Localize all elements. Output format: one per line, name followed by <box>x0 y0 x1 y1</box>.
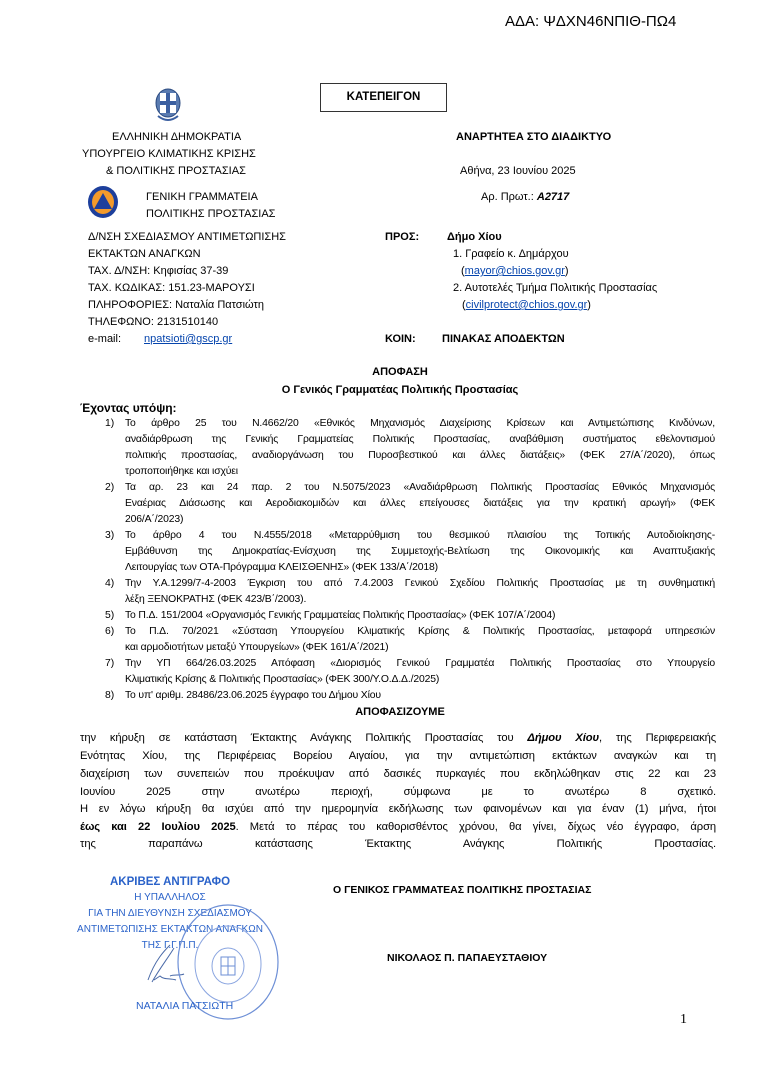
list-item-line: πολιτικής προστασίας, αναδιοργάνωση του Πυροσβεστικού και άλλες διατάξεις» (ΦΕΚ 27/Α΄/2020), όπως <box>125 450 715 461</box>
sender-line: Δ/ΝΣΗ ΣΧΕΔΙΑΣΜΟΥ ΑΝΤΙΜΕΤΩΠΙΣΗΣ <box>88 231 286 243</box>
sender-line: ΠΛΗΡΟΦΟΡΙΕΣ: Ναταλία Πατσιώτη <box>88 299 264 311</box>
signer-title: Ο ΓΕΝΙΚΟΣ ΓΡΑΜΜΑΤΕΑΣ ΠΟΛΙΤΙΚΗΣ ΠΡΟΣΤΑΣΙΑΣ <box>333 884 592 896</box>
list-item-number: 3) <box>105 530 115 541</box>
copy-signer-name: ΝΑΤΑΛΙΑ ΠΑΤΣΙΩΤΗ <box>136 1000 234 1012</box>
copy-line: ΑΝΤΙΜΕΤΩΠΙΣΗΣ ΕΚΤΑΚΤΩΝ ΑΝΑΓΚΩΝ <box>77 924 263 935</box>
list-item-number: 1) <box>105 418 115 429</box>
body-line: την κήρυξη σε κατάσταση Έκτακτης Ανάγκης Πολιτικής Προστασίας του Δήμου Χίου, της Περιφερειακής <box>80 732 716 744</box>
list-item-line: Τα αρ. 23 και 24 παρ. 2 του Ν.5075/2023 «Αναδιάρθρωση Πολιτικής Προστασίας Εθνικός Μηχανισμός <box>125 482 715 493</box>
sender-line: ΤΑΧ. ΚΩΔΙΚΑΣ: 151.23-ΜΑΡΟΥΣΙ <box>88 282 255 294</box>
copy-line: ΤΗΣ Γ.Γ.Π.Π. <box>141 940 199 951</box>
list-item-number: 8) <box>105 690 115 701</box>
decision-subtitle: Ο Γενικός Γραμματέας Πολιτικής Προστασίας <box>281 384 519 396</box>
body-line: Ενότητας Χίου, της Περιφέρειας Βορείου Αιγαίου, για την αντιμετώπιση εκτάκτων αναγκών και τη <box>80 750 716 762</box>
list-item-line: λέξη ΞΕΝΟΚΡΑΤΗΣ (ΦΕΚ 423/Β΄/2003). <box>125 594 307 605</box>
header-line: ΕΛΛΗΝΙΚΗ ΔΗΜΟΚΡΑΤΙΑ <box>112 131 242 143</box>
body-line: έως και 22 Ιουλίου 2025. Μετά το πέρας του καθορισθέντος χρόνου, θα γίνει, δίχως νέο έγγραφο, άρση <box>80 821 716 833</box>
considering-heading: Έχοντας υπόψη: <box>80 401 177 415</box>
secretariat-line: ΠΟΛΙΤΙΚΗΣ ΠΡΟΣΤΑΣΙΑΣ <box>146 208 276 220</box>
publish-notice: ΑΝΑΡΤΗΤΕΑ ΣΤΟ ΔΙΑΔΙΚΤΥΟ <box>456 131 612 143</box>
to-recipient: Δήμο Χίου <box>447 231 502 243</box>
cc-label: ΚΟΙΝ: <box>385 333 416 345</box>
list-item-line: αναδιάρθρωση της Γενικής Γραμματείας Πολιτικής Προστασίας, αναβάθμιση συστήματος εθελοντισμού <box>125 434 715 445</box>
document-date: Αθήνα, 23 Ιουνίου 2025 <box>460 165 576 177</box>
greek-emblem-icon <box>153 86 183 126</box>
list-item-number: 6) <box>105 626 115 637</box>
recipient-email: (mayor@chios.gov.gr) <box>461 265 569 277</box>
signer-name: ΝΙΚΟΛΑΟΣ Π. ΠΑΠΑΕΥΣΤΑΘΙΟΥ <box>387 952 548 964</box>
protocol-number <box>481 190 569 204</box>
ada-code: ΑΔΑ: ΨΔΧΝ46ΝΠΙΘ-ΠΩ4 <box>505 13 677 30</box>
list-item-line: 206/Α΄/2023) <box>125 514 184 525</box>
decide-heading: ΑΠΟΦΑΣΙΖΟΥΜΕ <box>355 706 445 718</box>
sender-line: ΕΚΤΑΚΤΩΝ ΑΝΑΓΚΩΝ <box>88 248 201 260</box>
list-item-number: 4) <box>105 578 115 589</box>
list-item-line: Κλιματικής Κρίσης & Πολιτικής Προστασίας» (ΦΕΚ 300/Υ.Ο.Δ.Δ./2025) <box>125 674 440 685</box>
urgent-label: ΚΑΤΕΠΕΙΓΟΝ <box>320 83 447 112</box>
header-line: & ΠΟΛΙΤΙΚΗΣ ΠΡΟΣΤΑΣΙΑΣ <box>106 165 246 177</box>
header-line: ΥΠΟΥΡΓΕΙΟ ΚΛΙΜΑΤΙΚΗΣ ΚΡΙΣΗΣ <box>82 148 256 160</box>
list-item-line: Την ΥΠ 664/26.03.2025 Απόφαση «Διορισμός Γενικού Γραμματέα Πολιτικής Προστασίας στο Υπουργείο <box>125 658 715 669</box>
body-line: Ιουνίου 2025 στην ανωτέρω περιοχή, σύμφωνα με το ανωτέρω 8 σχετικό. <box>80 786 716 798</box>
list-item-line: τροποποιήθηκε και ισχύει <box>125 466 238 477</box>
decision-title: ΑΠΟΦΑΣΗ <box>372 366 428 378</box>
recipient-email-link[interactable]: mayor@chios.gov.gr <box>464 265 565 277</box>
list-item-line: Την Υ.Α.1299/7-4-2003 Έγκριση του από 7.4.2003 Γενικού Σχεδίου Πολιτικής Προστασίας με τη συνθηματική <box>125 578 715 589</box>
list-item-line: Το Π.Δ. 70/2021 «Σύσταση Υπουργείου Κλιματικής Κρίσης & Πολιτικής Προστασίας, μεταφορά υπηρεσιών <box>125 626 715 637</box>
body-line: διαχείριση των συνεπειών που προέκυψαν από δασικές πυρκαγιές που εκδηλώθηκαν στις 22 και 23 <box>80 768 716 780</box>
recipient-label: 2. Αυτοτελές Τμήμα Πολιτικής Προστασίας <box>453 282 658 294</box>
list-item-line: και αρμοδιοτήτων μεταξύ Υπουργείων» (ΦΕΚ 161/Α΄/2021) <box>125 642 389 653</box>
cc-value: ΠΙΝΑΚΑΣ ΑΠΟΔΕΚΤΩΝ <box>442 333 565 345</box>
sender-line: ΤΑΧ. Δ/ΝΣΗ: Κηφισίας 37-39 <box>88 265 229 277</box>
certified-copy-title: ΑΚΡΙΒΕΣ ΑΝΤΙΓΡΑΦΟ <box>109 876 231 888</box>
copy-line: Η ΥΠΑΛΛΗΛΟΣ <box>134 892 206 903</box>
secretariat-line: ΓΕΝΙΚΗ ΓΡΑΜΜΑΤΕΙΑ <box>146 191 258 203</box>
list-item-line: Εμβάθυνση της Δημοκρατίας-Ενίσχυση της Συμμετοχής-Βελτίωση της Οικονομικής και Αναπτυξιακής <box>125 546 715 557</box>
list-item-line: Το άρθρο 25 του Ν.4662/20 «Εθνικός Μηχανισμός Διαχείρισης Κρίσεων και Αντιμετώπισης Κινδύνων, <box>125 418 715 429</box>
list-item-line: Το Π.Δ. 151/2004 «Οργανισμός Γενικής Γραμματείας Πολιτικής Προστασίας» (ΦΕΚ 107/Α΄/2004) <box>125 610 556 621</box>
recipient-email-link[interactable]: civilprotect@chios.gov.gr <box>465 299 588 311</box>
body-line: της παραπάνω κατάστασης Έκτακτης Ανάγκης Πολιτικής Προστασίας. <box>80 838 716 850</box>
list-item-line: Το υπ' αριθμ. 28486/23.06.2025 έγγραφο του Δήμου Χίου <box>125 690 381 701</box>
to-label: ΠΡΟΣ: <box>385 231 420 243</box>
list-item-line: Λειτουργίας των ΟΤΑ-Πρόγραμμα ΚΛΕΙΣΘΕΝΗΣ» (ΦΕΚ 133/Α΄/2018) <box>125 562 438 573</box>
copy-line: ΓΙΑ ΤΗΝ ΔΙΕΥΘΥΝΣΗ ΣΧΕΔΙΑΣΜΟΥ <box>88 908 252 919</box>
email-label: e-mail: <box>88 333 122 345</box>
list-item-number: 5) <box>105 610 115 621</box>
sender-email-link[interactable]: npatsioti@gscp.gr <box>144 333 233 345</box>
recipient-label: 1. Γραφείο κ. Δημάρχου <box>453 248 569 260</box>
page-number: 1 <box>680 1012 687 1027</box>
sender-line: ΤΗΛΕΦΩΝΟ: 2131510140 <box>88 316 219 328</box>
list-item-number: 7) <box>105 658 115 669</box>
protocol-label: Αρ. Πρωτ.: <box>481 191 534 203</box>
recipient-email: (civilprotect@chios.gov.gr) <box>462 299 591 311</box>
protocol-value: Α2717 <box>536 191 570 203</box>
civil-protection-logo-icon <box>87 185 119 219</box>
list-item-number: 2) <box>105 482 115 493</box>
body-line: Η εν λόγω κήρυξη θα ισχύει από την ημερομηνία εκδήλωσης των φαινομένων και για έναν (1) μήνα, ήτοι <box>80 803 716 815</box>
list-item-line: Εναέριας Διάσωσης και Αεροδιακομιδών και άλλες επείγουσες διατάξεις για την κρατική αρωγή» (ΦΕΚ <box>125 498 715 509</box>
list-item-line: Το άρθρο 4 του Ν.4555/2018 «Μεταρρύθμιση του θεσμικού πλαισίου της Τοπικής Αυτοδιοίκησης- <box>125 530 715 541</box>
